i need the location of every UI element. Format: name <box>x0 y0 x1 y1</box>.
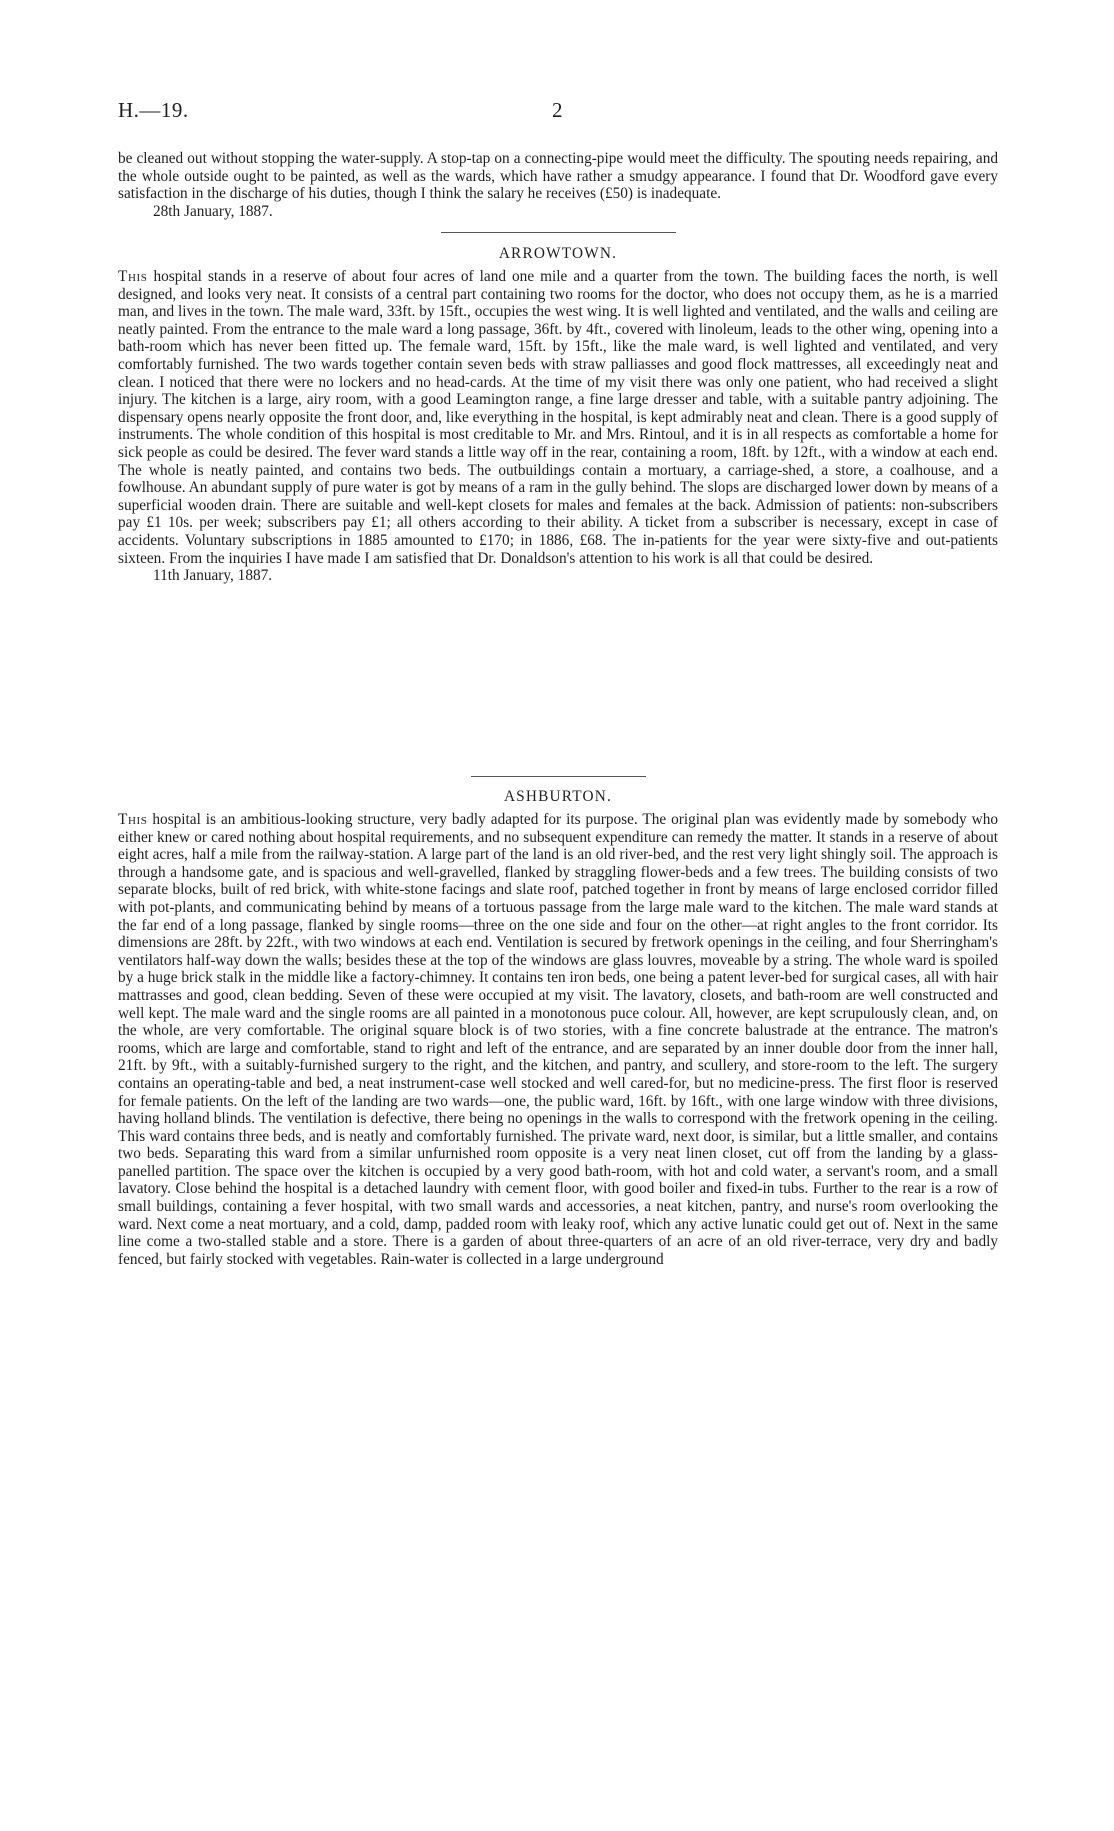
section-lead: This <box>118 811 148 828</box>
section-body-text: hospital stands in a reserve of about four acres of land one mile and a quarter from the town. The building faces the north, is well designed, and looks very neat. It consists of a central part containing two rooms for the doctor, who does not occupy them, as he is a married man, and lives in the town. The male ward, 33ft. by 15ft., occupies the west wing. It is well lighted and ventilated, and the walls and ceiling are neatly painted. From the entrance to the male ward a long passage, 36ft. by 4ft., covered with linoleum, leads to the other wing, opening into a bath-room which has never been fitted up. The female ward, 15ft. by 15ft., like the male ward, is well lighted and ventilated, and very comfortably furnished. The two wards together contain seven beds with straw palliasses and good flock mattresses, all exceedingly neat and clean. I noticed that there were no lockers and no head-cards. At the time of my visit there was only one patient, who had received a slight injury. The kitchen is a large, airy room, with a good Leamington range, a fine large dresser and table, with a suitable pantry adjoining. The dispensary opens nearly opposite the front door, and, like everything in the hospital, is kept admirably neat and clean. There is a good supply of instruments. The whole condition of this hospital is most creditable to Mr. and Mrs. Rintoul, and it is in all respects as comfortable a home for sick people as could be desired. The fever ward stands a little way off in the rear, containing a room, 18ft. by 12ft., with a window at each end. The whole is neatly painted, and contains two beds. The outbuildings contain a mortuary, a carriage-shed, a store, a coalhouse, and a fowlhouse. An abundant supply of pure water is got by means of a ram in the gully behind. The slops are discharged lower down by means of a superficial wooden drain. There are suitable and well-kept closets for males and females at the back. Admission of patients: non-subscribers pay £1 10s. per week; subscribers pay £1; all others according to their ability. A ticket from a subscriber is necessary, except in case of accidents. Voluntary subscriptions in 1885 amounted to £170; in 1886, £68. The in-patients for the year were sixty-five and out-patients sixteen. From the inquiries I have made I am satisfied that Dr. Donaldson's attention to his work is all that could be desired. <box>118 268 998 567</box>
section-lead: This <box>118 268 148 285</box>
intro-paragraph: be cleaned out without stopping the water-supply. A stop-tap on a connecting-pipe would meet the difficulty. The spouting needs repairing, and the whole outside ought to be painted, as well as the wards, which have rather a smudgy appearance. I found that Dr. Woodford gave every satisfaction in the discharge of his duties, though I think the salary he receives (£50) is inadequate. <box>118 150 998 203</box>
intro-block <box>118 150 998 220</box>
section-body-text: hospital is an ambitious-looking structure, very badly adapted for its purpose. The original plan was evidently made by somebody who either knew or cared nothing about hospital requirements, and no subsequent expenditure can remedy the matter. It stands in a reserve of about eight acres, half a mile from the railway-station. A large part of the land is an old river-bed, and the rest very light shingly soil. The approach is through a handsome gate, and is spacious and well-gravelled, flanked by straggling flower-beds and a few trees. The building consists of two separate blocks, built of red brick, with white-stone facings and slate roof, patched together in front by means of large enclosed corridor filled with pot-plants, and communicating behind by means of a tortuous passage from the large male ward to the kitchen. The male ward stands at the far end of a long passage, flanked by single rooms—three on the one side and four on the other—at right angles to the front corridor. Its dimensions are 28ft. by 22ft., with two windows at each end. Ventilation is secured by fretwork openings in the ceiling, and four Sherringham's ventilators half-way down the walls; besides these at the top of the windows are glass louvres, moveable by a string. The whole ward is spoiled by a huge brick stalk in the middle like a factory-chimney. It contains ten iron beds, one being a patent lever-bed for surgical cases, all with hair mattrasses and good, clean bedding. Seven of these were occupied at my visit. The lavatory, closets, and bath-room are well constructed and well kept. The male ward and the single rooms are all painted in a monotonous puce colour. All, however, are kept scrupulously clean, and, on the whole, are very comfortable. The original square block is of two stories, with a fine concrete balustrade at the entrance. The matron's rooms, which are large and comfortable, stand to right and left of the entrance, and are separated by an inner double door from the inner hall, 21ft. by 9ft., with a suitably-furnished surgery to the right, and the kitchen, and pantry, and scullery, and store-room to the left. The surgery contains an operating-table and bed, a neat instrument-case well stocked and well cared-for, but no medicine-press. The first floor is reserved for female patients. On the left of the landing are two wards—one, the public ward, 16ft. by 16ft., with one large window with three divisions, having holland blinds. The ventilation is defective, there being no openings in the walls to correspond with the fretwork opening in the ceiling. This ward contains three beds, and is neatly and comfortably furnished. The private ward, next door, is similar, but a little smaller, and contains two beds. Separating this ward from a similar unfurnished room opposite is a very neat linen closet, cut off from the landing by a glass-panelled partition. The space over the kitchen is occupied by a very good bath-room, with hot and cold water, a servant's room, and a small lavatory. Close behind the hospital is a detached laundry with cement floor, with good boiler and fixed-in tubs. Further to the rear is a row of small buildings, containing a fever hospital, with two small wards and accessories, a neat kitchen, pantry, and nurse's room overlooking the ward. Next come a neat mortuary, and a cold, damp, padded room with leaky roof, which any active lunatic could get out of. Next in the same line come a two-stalled stable and a store. There is a garden of about three-quarters of an acre of an old river-terrace, very dry and badly fenced, but fairly stocked with vegetables. Rain-water is collected in a large underground <box>118 811 998 1268</box>
intro-date: 28th January, 1887. <box>153 202 273 220</box>
page-header <box>118 98 998 132</box>
separator-rule-1 <box>118 232 998 233</box>
section-heading: ARROWTOWN. <box>498 245 618 262</box>
section-arrowtown <box>118 244 998 585</box>
page-number: 2 <box>552 98 563 122</box>
document-reference: H.—19. <box>118 98 189 122</box>
section-body <box>118 811 998 1268</box>
section-ashburton <box>118 787 998 1268</box>
section-date: 11th January, 1887. <box>153 567 273 585</box>
section-heading: ASHBURTON. <box>503 788 613 805</box>
section-body <box>118 268 998 567</box>
separator-rule-2 <box>118 776 998 777</box>
